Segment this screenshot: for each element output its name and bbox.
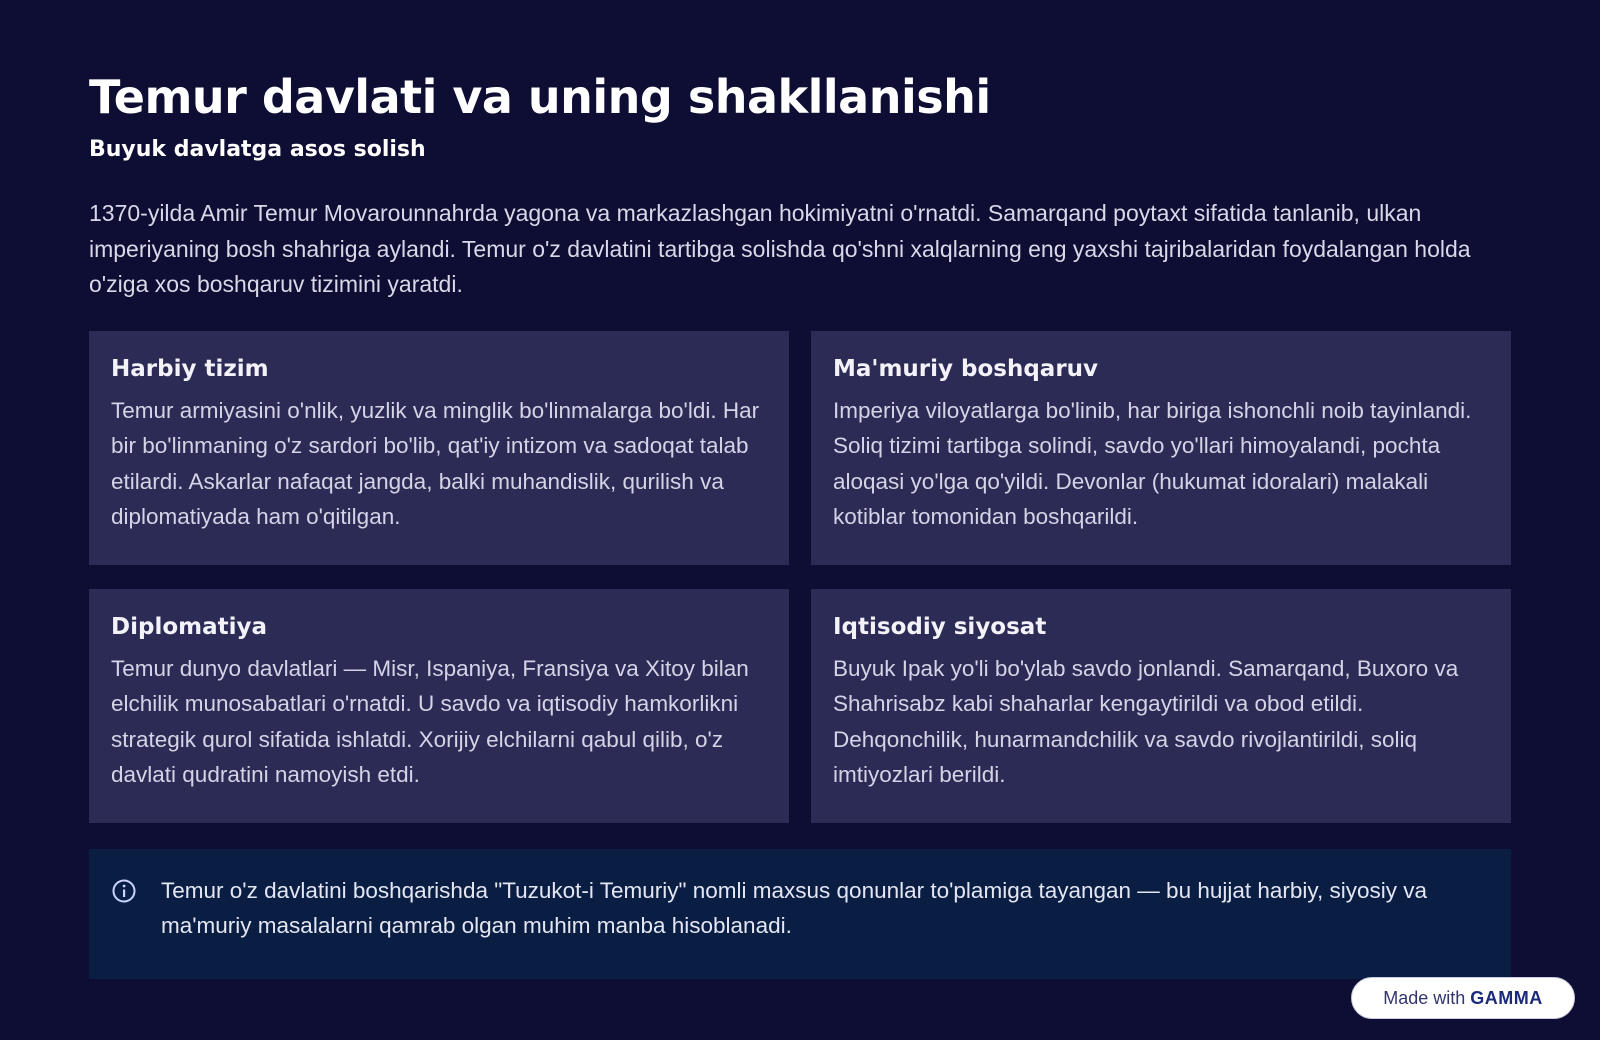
badge-prefix: Made with (1383, 987, 1466, 1008)
card-title: Ma'muriy boshqaruv (833, 355, 1099, 382)
info-callout (89, 849, 1511, 979)
card-title: Harbiy tizim (111, 355, 269, 382)
info-icon (111, 878, 137, 904)
card-harbiy-tizim (89, 331, 789, 565)
card-diplomatiya (89, 589, 789, 823)
gamma-logo: GAMMA (1470, 987, 1543, 1008)
page-title: Temur davlati va uning shakllanishi (89, 70, 991, 124)
card-title: Diplomatiya (111, 613, 268, 640)
card-text: Temur dunyo davlatlari — Misr, Ispaniya, Fransiya va Xitoy bilan elchilik munosabatlari o'rnatdi. U savdo va iqtisodiy hamkorlikni strategik qurol sifatida ishlatdi. Xorijiy elchilarni qabul qilib, o'z davlati qudratini namoyish etdi. (111, 655, 749, 787)
card-mamuriy-boshqaruv (811, 331, 1511, 565)
card-text: Buyuk Ipak yo'li bo'ylab savdo jonlandi. Samarqand, Buxoro va Shahrisabz kabi shaharlar kengaytirildi va obod etildi. Dehqonchilik, hunarmandchilik va savdo rivojlantirildi, soliq imtiyozlari berildi. (833, 655, 1459, 787)
info-callout-text: Temur o'z davlatini boshqarishda "Tuzukot-i Temuriy" nomli maxsus qonunlar to'plamiga tayangan — bu hujjat harbiy, siyosiy va ma'muriy masalalarni qamrab olgan muhim manba hisoblanadi. (161, 877, 1428, 938)
slide (89, 66, 1511, 979)
made-with-gamma-badge[interactable] (1351, 977, 1575, 1019)
page-subtitle: Buyuk davlatga asos solish (89, 137, 426, 162)
card-text: Imperiya viloyatlarga bo'linib, har biriga ishonchli noib tayinlandi. Soliq tizimi tartibga solindi, savdo yo'llari himoyalandi, pochta aloqasi yo'lga qo'yildi. Devonlar (hukumat idoralari) malakali kotiblar tomonidan boshqarildi. (833, 397, 1472, 529)
card-text: Temur armiyasini o'nlik, yuzlik va minglik bo'linmalarga bo'ldi. Har bir bo'linmaning o'z sardori bo'lib, qat'iy intizom va sadoqat talab etilardi. Askarlar nafaqat jangda, balki muhandislik, qurilish va diplomatiyada ham o'qitilgan. (111, 397, 760, 529)
card-title: Iqtisodiy siyosat (833, 613, 1047, 640)
intro-paragraph: 1370-yilda Amir Temur Movarounnahrda yagona va markazlashgan hokimiyatni o'rnatdi. Samarqand poytaxt sifatida tanlanib, ulkan imperiyaning bosh shahriga aylandi. Temur o'z davlatini tartibga solishda qo'shni xalqlarning eng yaxshi tajribalaridan foydalangan holda o'ziga xos boshqaruv tizimini yaratdi. (89, 200, 1471, 297)
card-iqtisodiy-siyosat (811, 589, 1511, 823)
card-grid (89, 331, 1511, 823)
